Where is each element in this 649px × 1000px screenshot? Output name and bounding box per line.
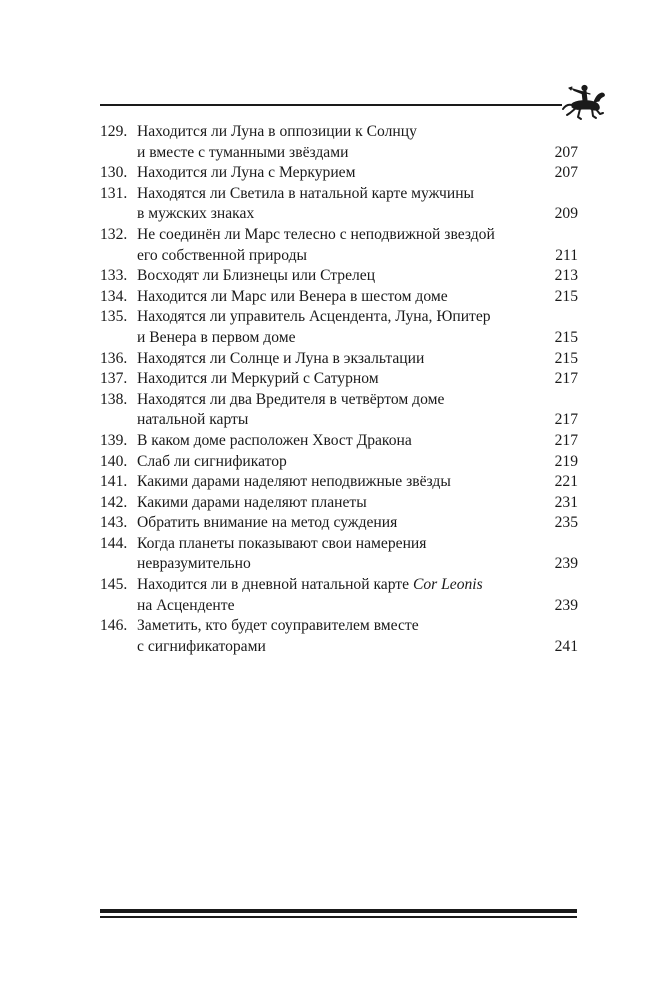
toc-entry-page: 209 xyxy=(554,205,578,223)
toc-entry-number: 135. xyxy=(100,308,128,326)
toc-entry-number: 145. xyxy=(100,576,128,594)
toc-entry-title: Не соединён ли Марс телесно с неподвижной звездой xyxy=(137,225,495,243)
toc-entry-title-continued: невразумительно xyxy=(137,555,251,573)
toc-entry-title-continued: на Асценденте xyxy=(137,596,235,614)
toc-entry-title: Какими дарами наделяют планеты xyxy=(137,493,367,511)
toc-entry-number: 139. xyxy=(100,431,128,449)
toc-entry-title-continued: и Венера в первом доме xyxy=(137,328,296,346)
toc-entry-number: 146. xyxy=(100,617,128,635)
toc-entry-page: 207 xyxy=(554,164,578,182)
toc-entry-page: 239 xyxy=(554,555,578,573)
toc-entry-title: Находится ли Меркурий с Сатурном xyxy=(137,370,379,388)
toc-entry[interactable] xyxy=(100,307,578,348)
toc-entry-title-text: Находится ли в дневной натальной карте xyxy=(137,576,413,594)
toc-entry-number: 141. xyxy=(100,473,128,491)
toc-entry-number: 131. xyxy=(100,184,128,202)
toc-entry-title-continued: его собственной природы xyxy=(137,246,307,264)
toc-entry-title: Находятся ли Светила в натальной карте мужчины xyxy=(137,184,475,202)
toc-entry[interactable] xyxy=(100,616,578,657)
sagittarius-rider-icon xyxy=(560,80,608,124)
toc-entry[interactable] xyxy=(100,452,578,473)
toc-entry-number: 130. xyxy=(100,164,128,182)
table-of-contents xyxy=(100,122,578,657)
toc-entry[interactable] xyxy=(100,225,578,266)
toc-entry-number: 132. xyxy=(100,225,128,243)
toc-entry-number: 142. xyxy=(100,493,128,511)
toc-entry[interactable] xyxy=(100,369,578,390)
toc-entry[interactable] xyxy=(100,575,578,616)
toc-entry[interactable] xyxy=(100,122,578,163)
toc-entry-page: 217 xyxy=(554,370,578,388)
toc-entry[interactable] xyxy=(100,266,578,287)
toc-entry[interactable] xyxy=(100,163,578,184)
footer-rule-thick xyxy=(100,909,577,913)
toc-entry-number: 133. xyxy=(100,267,128,285)
toc-entry-page: 213 xyxy=(554,267,578,285)
toc-entry[interactable] xyxy=(100,287,578,308)
header-rule xyxy=(100,104,562,106)
toc-entry[interactable] xyxy=(100,390,578,431)
toc-entry-page: 215 xyxy=(554,287,578,305)
toc-entry-number: 136. xyxy=(100,349,128,367)
toc-entry-page: 239 xyxy=(554,596,578,614)
toc-entry-page: 217 xyxy=(554,431,578,449)
toc-entry-title: Восходят ли Близнецы или Стрелец xyxy=(137,267,376,285)
toc-entry-page: 211 xyxy=(555,246,578,264)
toc-entry-number: 144. xyxy=(100,534,128,552)
toc-entry-title-italic: Cor Leonis xyxy=(412,576,483,594)
toc-entry-title: Находится ли Луна с Меркурием xyxy=(137,164,356,182)
toc-entry-title: Заметить, кто будет соуправителем вместе xyxy=(137,617,419,635)
toc-entry-number: 140. xyxy=(100,452,128,470)
toc-entry-title-continued: натальной карты xyxy=(137,411,249,429)
toc-entry-number: 143. xyxy=(100,514,128,532)
toc-entry-title-continued: с сигнификаторами xyxy=(137,637,266,655)
toc-entry-page: 235 xyxy=(554,514,578,532)
toc-entry-number: 134. xyxy=(100,287,128,305)
toc-entry-number: 138. xyxy=(100,390,128,408)
toc-entry-title: Когда планеты показывают свои намерения xyxy=(137,534,427,552)
toc-entry-title: Обратить внимание на метод суждения xyxy=(137,514,398,532)
toc-entry-page: 207 xyxy=(554,143,578,161)
toc-entry[interactable] xyxy=(100,349,578,370)
toc-entry-page: 215 xyxy=(554,349,578,367)
toc-entry-title: Находятся ли Солнце и Луна в экзальтации xyxy=(137,349,425,367)
toc-entry-page: 215 xyxy=(554,328,578,346)
toc-entry[interactable] xyxy=(100,534,578,575)
toc-entry-title: Находятся ли два Вредителя в четвёртом доме xyxy=(137,390,445,408)
toc-entry-title xyxy=(137,575,578,596)
toc-entry-title: В каком доме расположен Хвост Дракона xyxy=(137,431,412,449)
toc-entry[interactable] xyxy=(100,513,578,534)
toc-entry-title-continued: в мужских знаках xyxy=(137,205,255,223)
toc-entry-title: Находится ли Луна в оппозиции к Солнцу xyxy=(137,123,417,140)
toc-entry-title: Находится ли Марс или Венера в шестом доме xyxy=(137,287,448,305)
toc-entry-page: 217 xyxy=(554,411,578,429)
toc-entry[interactable] xyxy=(100,184,578,225)
toc-entry-title: Находятся ли управитель Асцендента, Луна, Юпитер xyxy=(137,308,491,326)
toc-entry-title: Какими дарами наделяют неподвижные звёзды xyxy=(137,473,451,491)
footer-rule-thin xyxy=(100,916,577,918)
toc-entry-title-continued: и вместе с туманными звёздами xyxy=(137,143,349,161)
toc-entry-page: 231 xyxy=(554,493,578,511)
toc-entry-page: 221 xyxy=(554,473,578,491)
toc-entry-page: 241 xyxy=(554,637,578,655)
toc-entry[interactable] xyxy=(100,493,578,514)
toc-entry-page: 219 xyxy=(554,452,578,470)
toc-entry[interactable] xyxy=(100,431,578,452)
toc-entry[interactable] xyxy=(100,472,578,493)
toc-entry-number: 129. xyxy=(100,123,128,140)
toc-entry-number: 137. xyxy=(100,370,128,388)
toc-entry-title: Слаб ли сигнификатор xyxy=(137,452,287,470)
